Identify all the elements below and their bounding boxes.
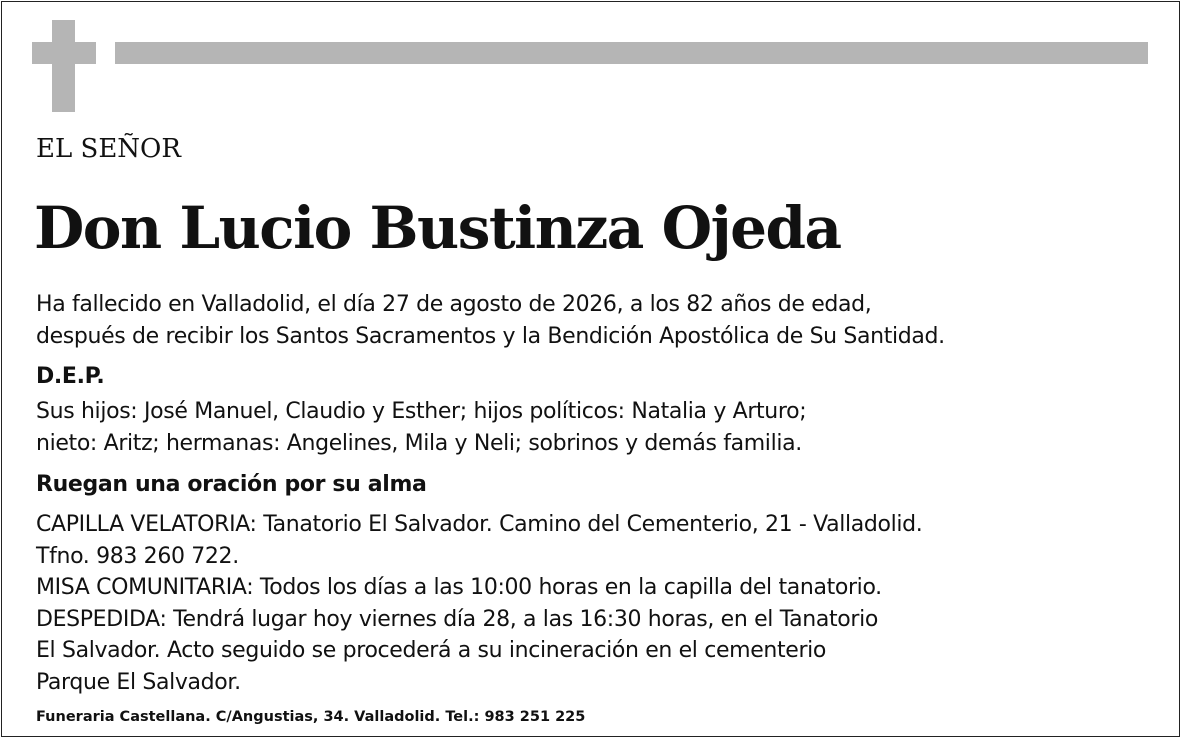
header-rule — [115, 42, 1148, 64]
cross-vertical-bar — [52, 20, 75, 112]
funeral-home-footer: Funeraria Castellana. C/Angustias, 34. Valladolid. Tel.: 983 251 225 — [36, 709, 586, 725]
family-list — [36, 396, 806, 459]
deceased-name: Don Lucio Bustinza Ojeda — [34, 194, 841, 262]
announcement-line: Ha fallecido en Valladolid, el día 27 de agosto de 2026, a los 82 años de edad, — [36, 292, 872, 317]
cross-horizontal-bar — [32, 42, 96, 64]
service-line: CAPILLA VELATORIA: Tanatorio El Salvador. Camino del Cementerio, 21 - Valladolid. — [36, 512, 923, 537]
rip-label: D.E.P. — [36, 364, 105, 389]
service-line: Tfno. 983 260 722. — [36, 543, 239, 569]
service-line: MISA COMUNITARIA: Todos los días a las 10:00 horas en la capilla del tanatorio. — [36, 575, 882, 600]
service-line: DESPEDIDA: Tendrá lugar hoy viernes día 28, a las 16:30 horas, en el Tanatorio — [36, 606, 878, 632]
prayer-request: Ruegan una oración por su alma — [36, 472, 427, 497]
service-details — [36, 509, 922, 698]
service-line: Parque El Salvador. — [36, 669, 241, 695]
family-line: Sus hijos: José Manuel, Claudio y Esther; hijos políticos: Natalia y Arturo; — [36, 399, 807, 424]
service-line: El Salvador. Acto seguido se procederá a su incineración en el cementerio — [36, 638, 827, 663]
death-announcement — [36, 289, 945, 352]
title-prefix: EL SEÑOR — [36, 134, 181, 164]
family-line: nieto: Aritz; hermanas: Angelines, Mila y Neli; sobrinos y demás familia. — [36, 430, 802, 456]
announcement-line: después de recibir los Santos Sacramentos y la Bendición Apostólica de Su Santidad. — [36, 323, 945, 349]
